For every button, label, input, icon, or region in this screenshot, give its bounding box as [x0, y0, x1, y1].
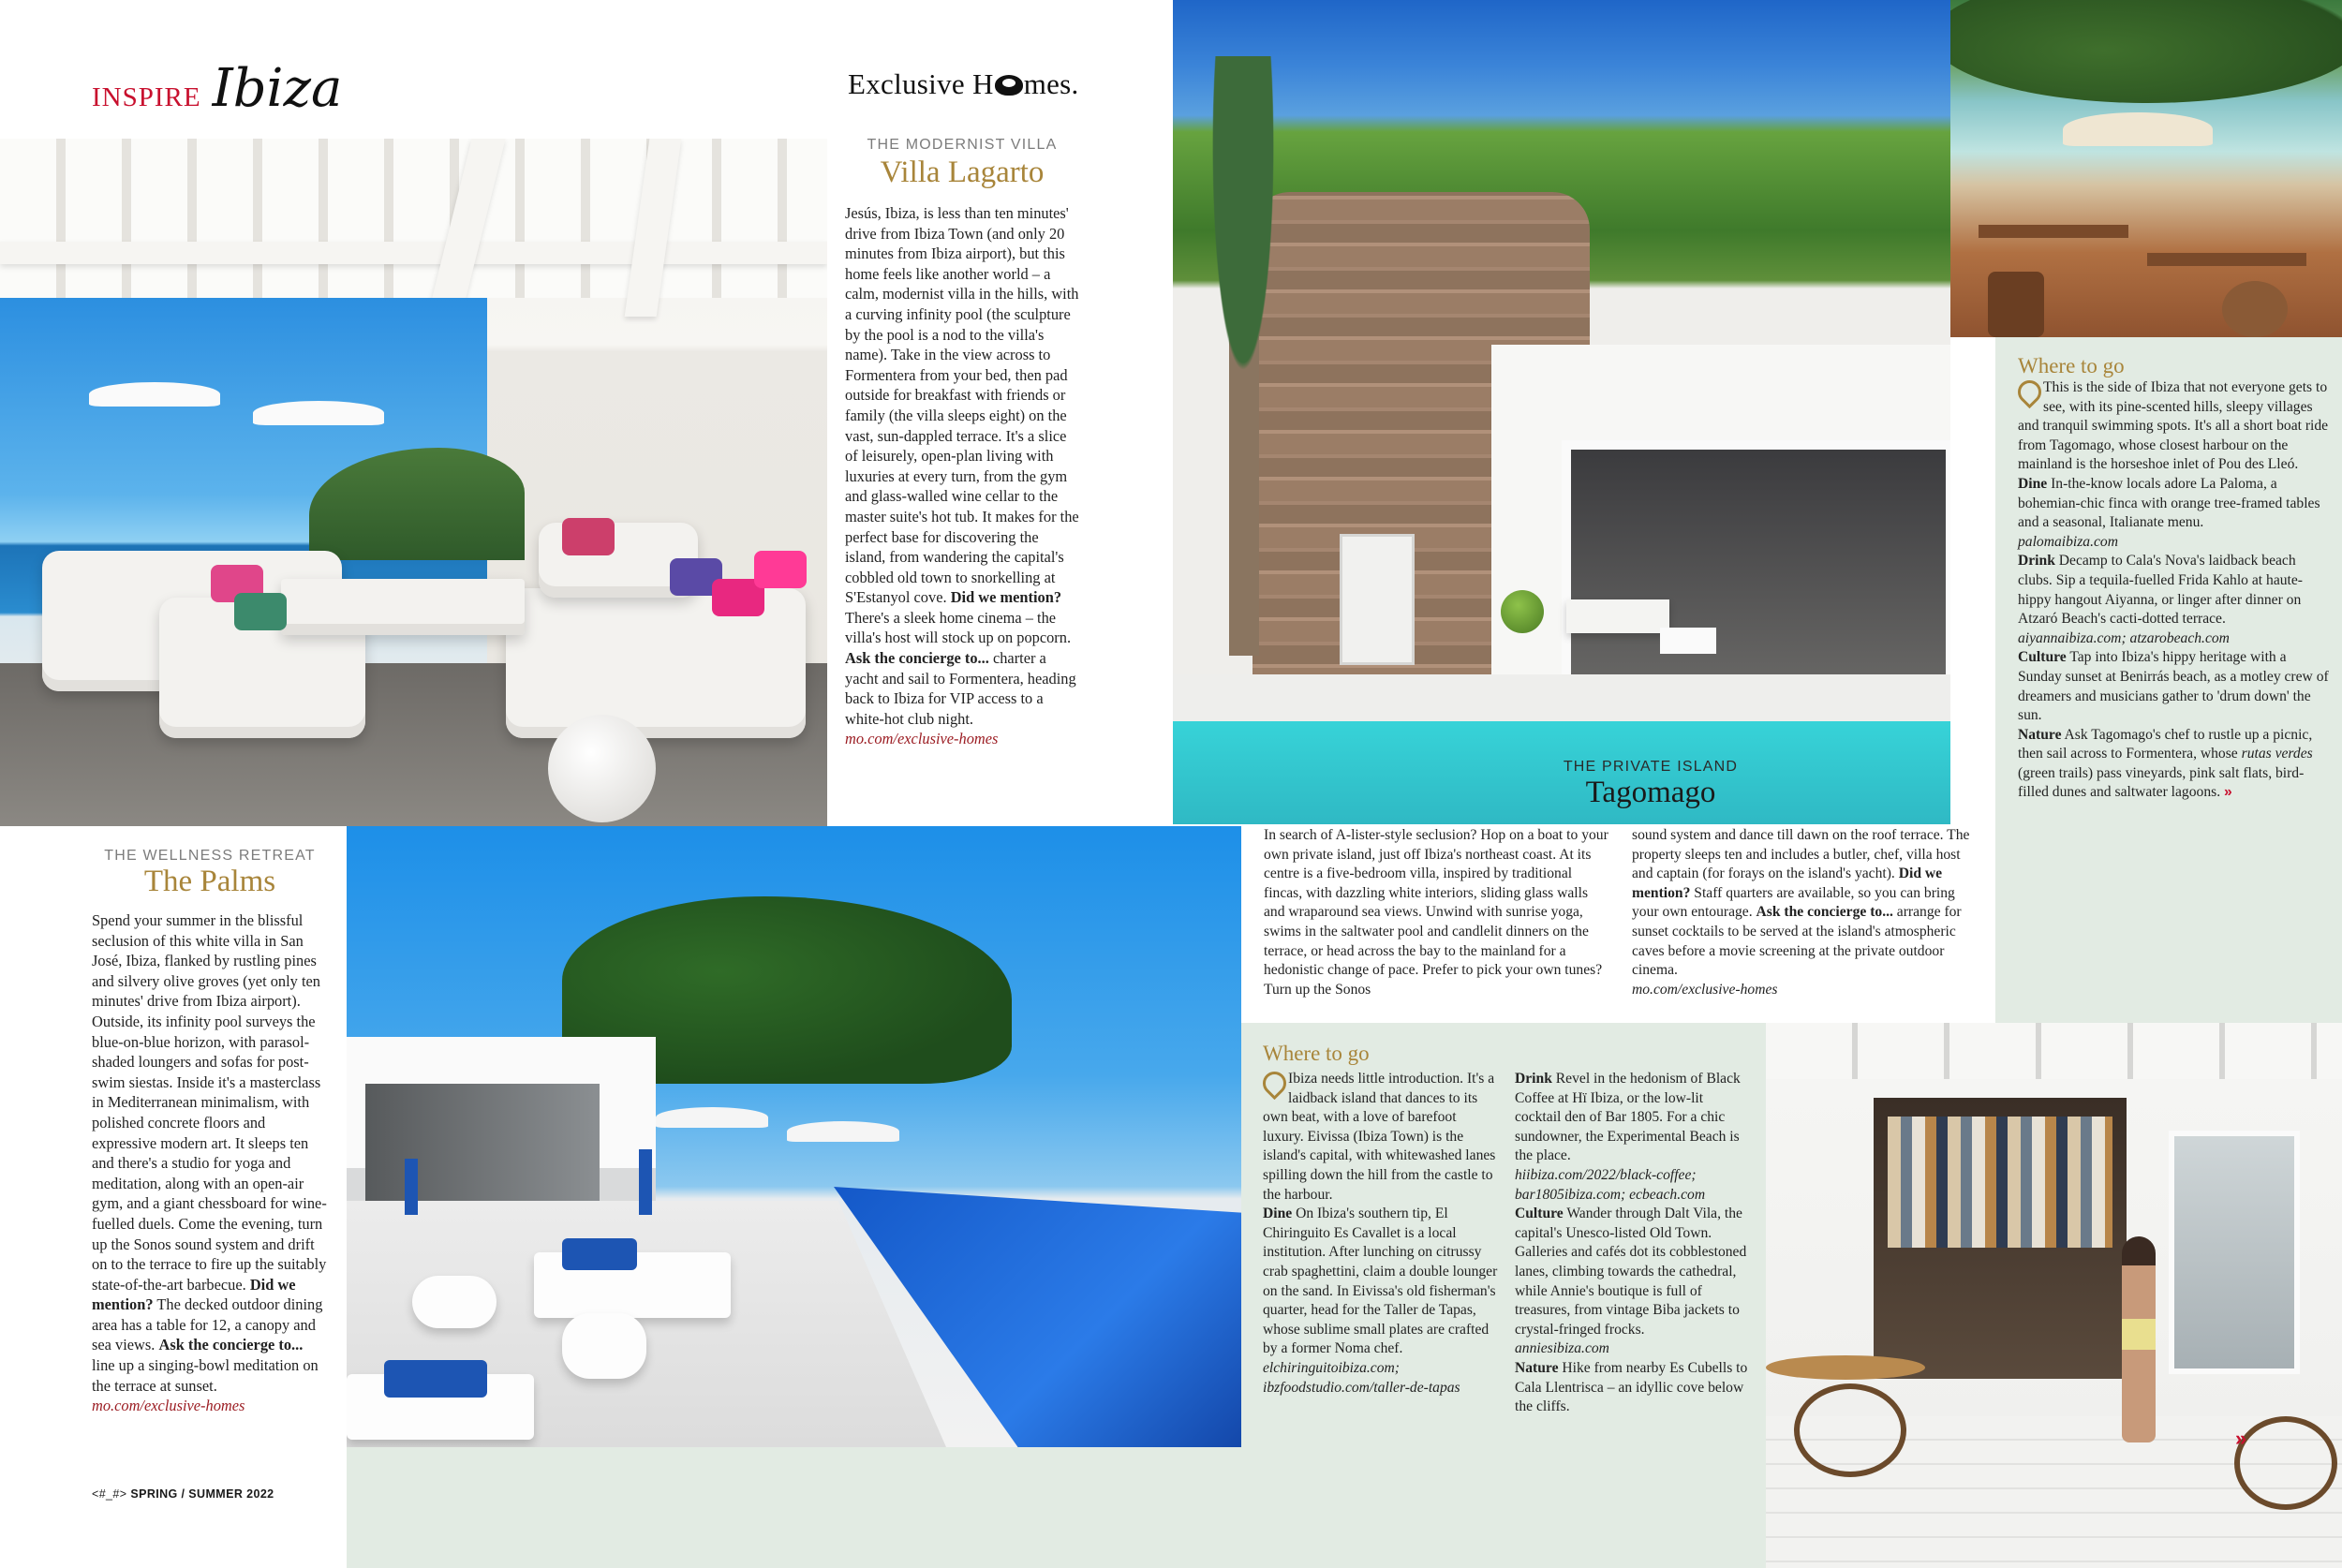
body-text: sound system and dance till dawn on the roof terrace. The property sleeps ten and includes a butler, chef, villa host and captain (for forays on the island's yacht).: [1632, 827, 1970, 882]
concierge-text: line up a singing-bowl meditation on the terrace at sunset.: [92, 1356, 319, 1395]
culture-label: Culture: [2018, 649, 2067, 666]
culture-label: Culture: [1515, 1206, 1564, 1222]
photo-tagomago-villa-pool: [1173, 0, 1950, 824]
concierge-label: Ask the concierge to...: [845, 649, 989, 668]
chevron-right-icon[interactable]: »: [2235, 1427, 2247, 1450]
map-pin-icon: [1263, 1072, 1281, 1095]
body-text: Spend your summer in the blissful seclusion of this white villa in San José, Ibiza, flanked by rustling pines and silvery olive groves (yet only ten minutes' drive from Ibiza airport). Outside, its infinity pool surveys the blue-on-blue horizon, with parasol-shaded loungers and sofas for post-swim siestas. Inside it's a masterclass in Mediterranean minimalism, with polished concrete floors and expressive modern art. It sleeps ten and there's a studio for yoga and meditation, along with an open-air gym, and a giant chessboard for wine-fuelled duels. Come the evening, turn up the Sonos sound system and drift on to the terrace to fire up the suitably state-of-the-art barbecue.: [92, 911, 327, 1294]
article-link[interactable]: mo.com/exclusive-homes: [845, 730, 999, 748]
mention-text: Staff quarters are available, so you can bring your own entourage.: [1632, 884, 1955, 921]
nature-text-end: (green trails) pass vineyards, pink salt flats, bird-filled dunes and saltwater lagoons.: [2018, 764, 2305, 801]
culture-text: Tap into Ibiza's hippy heritage with a Sunday sunset at Benirrás beach, as a motley crew of dreamers and musicians gather to 'drum down' the sun.: [2018, 649, 2329, 724]
concierge-text: arrange for sunset cocktails to be served at the island's atmospheric caves before a movie screening at the private outdoor cinema.: [1632, 904, 1962, 979]
article-kicker: THE WELLNESS RETREAT: [104, 848, 316, 864]
photo-beach-club: [1950, 0, 2342, 337]
drink-link[interactable]: hiibiza.com/2022/black-coffee; bar1805ibiza.com; ecbeach.com: [1515, 1166, 1706, 1203]
mention-text: There's a sleek home cinema – the villa's host will stock up on popcorn.: [845, 608, 1072, 647]
nature-text: Hike from nearby Es Cubells to Cala Llentrisca – an idyllic cove below the cliffs.: [1515, 1359, 1748, 1415]
mention-label: Did we mention?: [1632, 865, 1943, 901]
article-title: The Palms: [143, 865, 276, 898]
brand-text-end: mes.: [1023, 67, 1079, 100]
chevron-right-icon[interactable]: »: [2224, 784, 2232, 801]
drink-label: Drink: [2018, 553, 2055, 570]
article-the-palms: [92, 848, 328, 1416]
drink-link[interactable]: aiyannaibiza.com; atzarobeach.com: [2018, 629, 2230, 646]
where-to-go-heading: Where to go: [2018, 354, 2125, 377]
intro-text: Ibiza needs little introduction. It's a laidback island that dances to its own beat, with a love of barefoot luxury. Eivissa (Ibiza Town) is the island's capital, with whitewashed lanes spilling down the hill from the castle to the harbour.: [1263, 1071, 1496, 1203]
concierge-label: Ask the concierge to...: [1756, 904, 1893, 921]
article-title: Villa Lagarto: [880, 155, 1045, 189]
brand-text-start: Exclusive H: [848, 67, 994, 100]
nature-label: Nature: [2018, 726, 2062, 743]
destination-title: Ibiza: [212, 58, 343, 119]
section-header: [92, 58, 342, 124]
issue-label: SPRING / SUMMER 2022: [130, 1487, 274, 1501]
article-villa-lagarto: [845, 137, 1079, 749]
culture-link[interactable]: anniesibiza.com: [1515, 1340, 1609, 1357]
article-kicker: THE PRIVATE ISLAND: [1563, 759, 1739, 775]
dine-link[interactable]: palomaibiza.com: [2018, 533, 2118, 550]
where-to-go-ibiza-col1: [1263, 1070, 1499, 1398]
nature-italic: rutas verdes: [2241, 746, 2313, 762]
dine-label: Dine: [1263, 1206, 1293, 1222]
article-link[interactable]: mo.com/exclusive-homes: [1632, 981, 1778, 998]
mention-label: Did we mention?: [92, 1275, 296, 1314]
article-kicker: THE MODERNIST VILLA: [867, 137, 1058, 153]
nature-text: Ask Tagomago's chef to rustle up a picnic, then sail across to Formentera, whose: [2018, 726, 2313, 762]
page-folio: [92, 1487, 274, 1501]
drink-text: Decamp to Cala's Nova's laidback beach clubs. Sip a tequila-fuelled Frida Kahlo at haute-hippy hangout Aiyanna, or linger after dinner on Atzaró Beach's cacti-dotted terrace.: [2018, 553, 2303, 628]
article-body: [92, 910, 328, 1416]
photo-annies-boutique: [1766, 1023, 2342, 1568]
brand-lips-icon: [995, 75, 1023, 96]
article-link[interactable]: mo.com/exclusive-homes: [92, 1397, 245, 1415]
mention-text: The decked outdoor dining area has a table for 12, a canopy and sea views.: [92, 1295, 323, 1354]
where-to-go-body: [2018, 378, 2333, 803]
mention-label: Did we mention?: [950, 588, 1062, 607]
concierge-text: charter a yacht and sail to Formentera, heading back to Ibiza for VIP access to a white-hot club night.: [845, 649, 1076, 728]
article-body: [845, 203, 1079, 749]
nature-label: Nature: [1515, 1359, 1559, 1376]
body-text: In search of A-lister-style seclusion? Hop on a boat to your own private island, just off Ibiza's northeast coast. At its centre is a five-bedroom villa, inspired by traditional fincas, with dazzling white interiors, sliding glass walls and wraparound sea views. Unwind with sunrise yoga, swims in the saltwater pool and candlelit dinners on the terrace, or head across the bay to the mainland for a hedonistic change of pace. Prefer to pick your own tunes? Turn up the Sonos: [1264, 827, 1608, 998]
brand-logo: [848, 67, 1079, 101]
drink-text: Revel in the hedonism of Black Coffee at Hï Ibiza, or the low-lit cocktail den of Bar 1805. For a chic sundowner, the Experimental Beach is the place.: [1515, 1071, 1741, 1164]
map-pin-icon: [2018, 380, 2036, 404]
where-to-go-ibiza-col2: [1515, 1070, 1751, 1417]
concierge-label: Ask the concierge to...: [158, 1336, 304, 1354]
body-text: Jesús, Ibiza, is less than ten minutes' drive from Ibiza Town (and only 20 minutes from Ibiza airport), but this home feels like another world – a calm, modernist villa in the hills, with a curving infinity pool (the sculpture by the pool is a nod to the villa's name). Take in the view across to Formentera from your bed, then pad outside for breakfast with friends or family (the villa sleeps eight) on the vast, sun-dappled terrace. It's a slice of leisurely, open-plan living with luxuries at every turn, from the gym and glass-walled wine cellar to the master suite's hot tub. It makes for the perfect base for discovering the island, from wandering the capital's cobbled old town to snorkelling at S'Estanyol cove.: [845, 204, 1079, 607]
section-label: INSPIRE: [92, 82, 201, 112]
culture-text: Wander through Dalt Vila, the capital's Unesco-listed Old Town. Galleries and cafés dot its cobblestoned lanes, climbing towards the cathedral, while Annie's boutique is full of treasures, from vintage Biba jackets to crystal-fringed frocks.: [1515, 1206, 1747, 1338]
dine-text: In-the-know locals adore La Paloma, a bohemian-chic finca with orange tree-framed tables and a seasonal, Italianate menu.: [2018, 475, 2320, 531]
dine-label: Dine: [2018, 475, 2048, 492]
article-title: Tagomago: [1585, 776, 1716, 809]
where-to-go-tagomago: [2018, 354, 2333, 803]
dine-link[interactable]: elchiringuitoibiza.com; ibzfoodstudio.com/taller-de-tapas: [1263, 1359, 1460, 1396]
article-tagomago-col2: [1632, 826, 1982, 999]
photo-the-palms-infinity-pool: [347, 826, 1241, 1447]
article-tagomago-heading: [1426, 759, 1875, 810]
dine-text: On Ibiza's southern tip, El Chiringuito Es Cavallet is a local institution. After lunching on citrussy crab spaghettini, claim a double lounger on the sand. In Eivissa's old fisherman's quarter, head for the Taller de Tapas, whose sublime small plates are crafted by a former Noma chef.: [1263, 1206, 1498, 1357]
article-tagomago-col1: [1264, 826, 1610, 999]
where-to-go-heading: Where to go: [1263, 1042, 1370, 1065]
drink-label: Drink: [1515, 1071, 1552, 1087]
page-number: <#_#>: [92, 1487, 127, 1501]
intro-text: This is the side of Ibiza that not everyone gets to see, with its pine-scented hills, sleepy villages and tranquil swimming spots. It's all a short boat ride from Tagomago, whose closest harbour on the mainland is the horseshoe inlet of Pou des Lleó.: [2018, 379, 2329, 473]
photo-villa-lagarto-living-room: [0, 139, 827, 826]
